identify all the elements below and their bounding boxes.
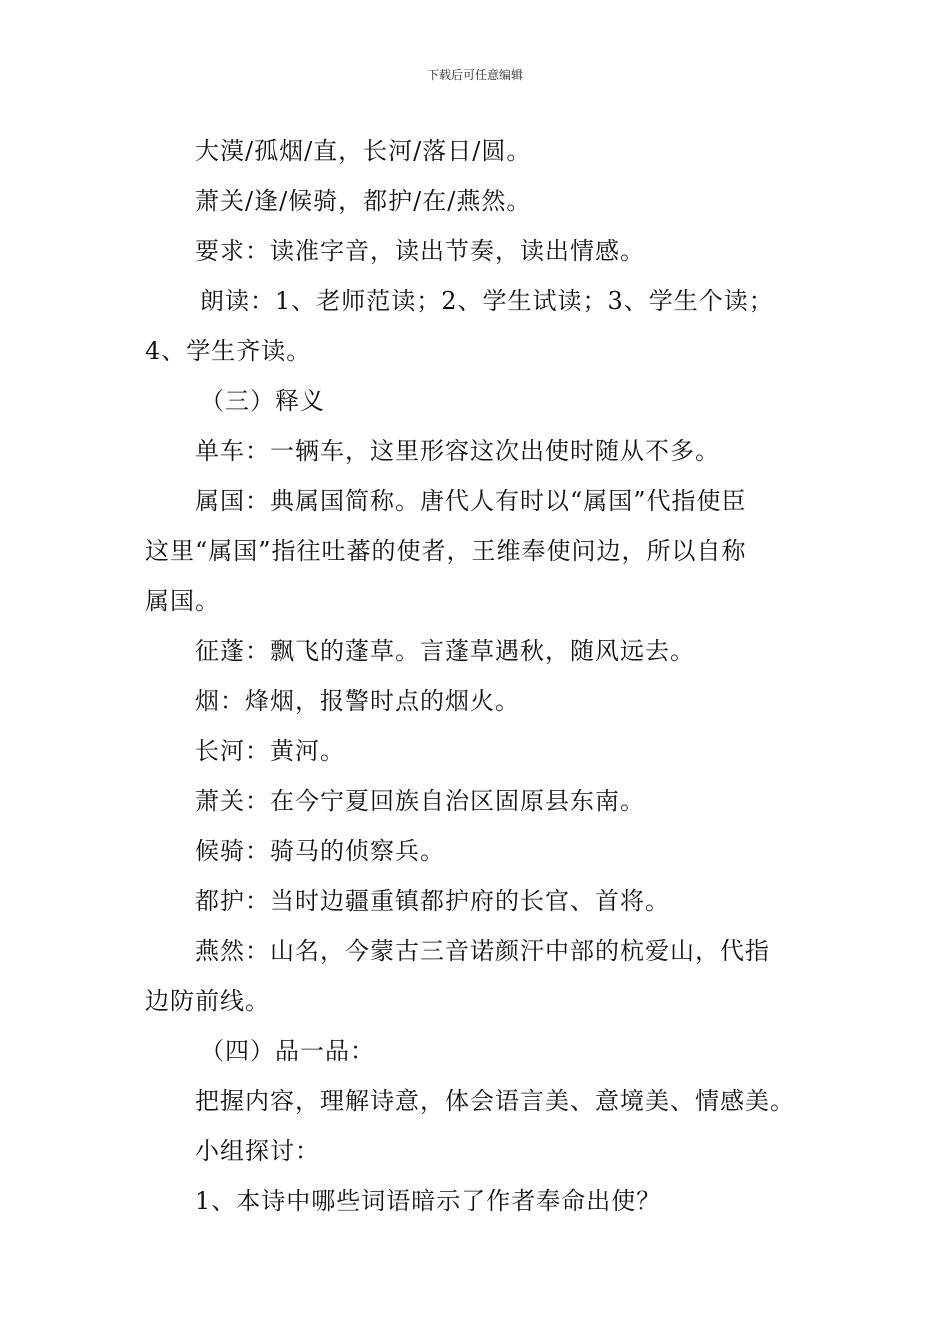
definition-xiaoguan: 萧关：在今宁夏回族自治区固原县东南。 xyxy=(195,787,645,815)
definition-houqi: 候骑：骑马的侦察兵。 xyxy=(195,837,445,865)
appreciation-goal: 把握内容，理解诗意，体会语言美、意境美、情感美。 xyxy=(195,1087,795,1115)
definition-zhengpeng: 征蓬：飘飞的蓬草。言蓬草遇秋，随风远去。 xyxy=(195,637,695,665)
definition-changhe: 长河：黄河。 xyxy=(195,737,345,765)
definition-yan: 烟：烽烟，报警时点的烟火。 xyxy=(195,687,520,715)
reading-steps-cont: 4、学生齐读。 xyxy=(145,337,312,365)
definition-shuguo-end: 属国。 xyxy=(145,587,220,615)
definition-duhu: 都护：当时边疆重镇都护府的长官、首将。 xyxy=(195,887,670,915)
section-heading-3: （三）释义 xyxy=(200,387,325,415)
poem-line-2: 萧关/逢/候骑，都护/在/燕然。 xyxy=(195,187,532,215)
definition-shuguo-cont: 这里“属国”指往吐蕃的使者，王维奉使问边，所以自称 xyxy=(145,537,747,565)
group-discussion-label: 小组探讨： xyxy=(195,1137,320,1165)
definition-yanran: 燕然：山名，今蒙古三音诺颜汗中部的杭爱山，代指 xyxy=(195,937,770,965)
reading-requirement: 要求：读准字音，读出节奏，读出情感。 xyxy=(195,237,645,265)
page-header: 下载后可任意编辑 xyxy=(426,68,523,82)
definition-yanran-cont: 边防前线。 xyxy=(145,987,270,1015)
section-heading-4: （四）品一品： xyxy=(200,1037,375,1065)
definition-danche: 单车：一辆车，这里形容这次出使时随从不多。 xyxy=(195,437,720,465)
discussion-question-1: 1、本诗中哪些词语暗示了作者奉命出使？ xyxy=(195,1187,662,1215)
definition-shuguo: 属国：典属国简称。唐代人有时以“属国”代指使臣 xyxy=(195,487,747,515)
poem-line-1: 大漠/孤烟/直，长河/落日/圆。 xyxy=(195,137,532,165)
reading-steps: 朗读：1、老师范读；2、学生试读；3、学生个读； xyxy=(200,287,774,315)
